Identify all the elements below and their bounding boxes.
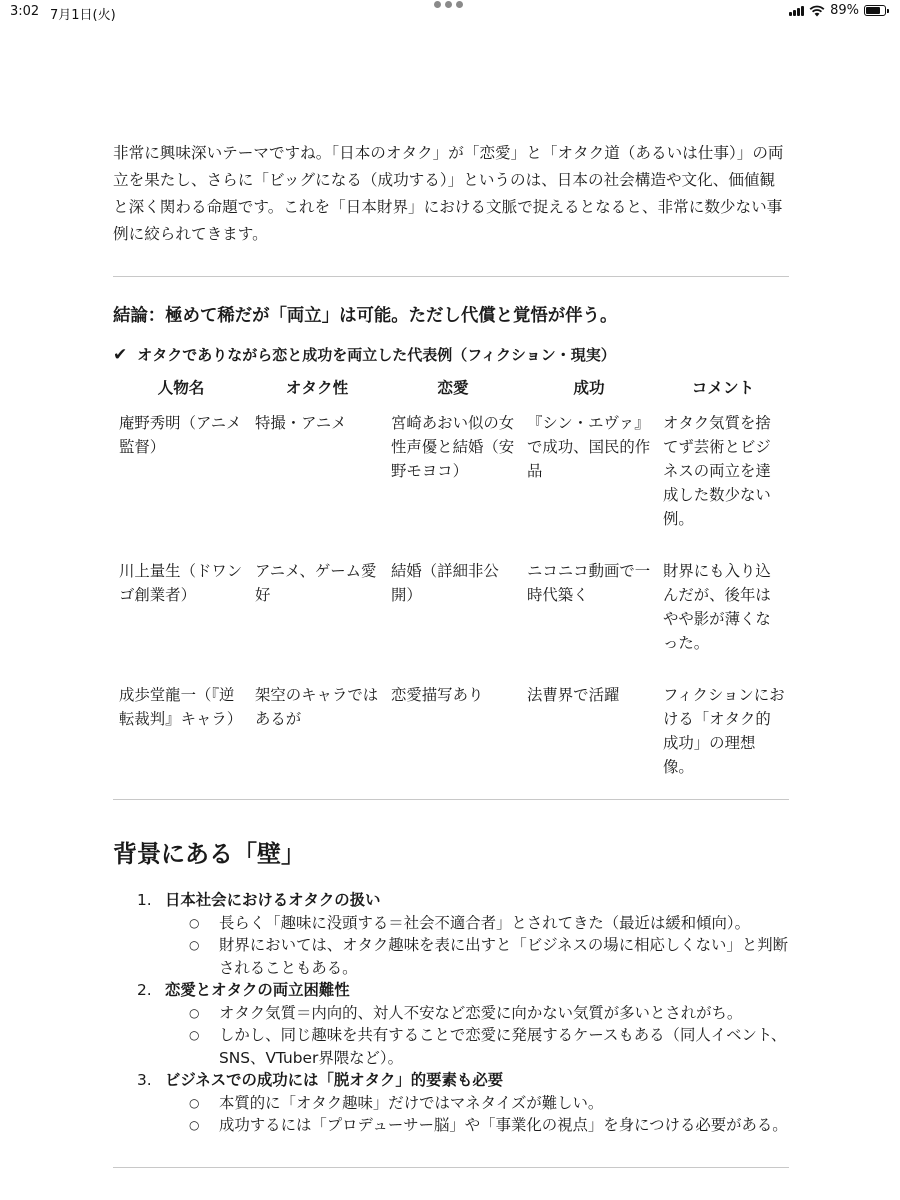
wall-sublist [165,1002,789,1070]
multitasking-dots-icon[interactable] [434,1,463,8]
wall-item-title: 日本社会におけるオタクの扱い [165,891,381,909]
wall-item [137,1069,789,1137]
table-cell: 『シン・エヴァ』で成功、国民的作品 [527,414,651,480]
intro-paragraph: 非常に興味深いテーマですね。「日本のオタク」が「恋愛」と「オタク道（あるいは仕事）」の両立を果たし、さらに「ビッグになる（成功する）」というのは、日本の社会構造や文化、価値観と深く関わる命題です。これを「日本財界」における文脈で捉えるとなると、非常に数少ない事例に絞られてきます。 [113,144,784,243]
wall-bullet [165,1114,789,1137]
checkmark-icon: ✔ [113,344,128,365]
table-row [113,675,789,799]
status-bar [0,0,900,26]
battery-level [866,7,880,14]
table-cell: 庵野秀明（アニメ監督） [119,414,242,456]
wall-item-number: 3. [137,1071,152,1089]
conclusion-heading: 結論：極めて稀だが「両立」は可能。ただし代償と覚悟が伴う。 [113,306,618,326]
table-cell: フィクションにおける「オタク的成功」の理想像。 [663,686,785,776]
wall-bullet-text: 本質的に「オタク趣味」だけではマネタイズが難しい。 [219,1093,604,1112]
wall-bullet-text: オタク気質＝内向的、対人不安など恋愛に向かない気質が多いとされがち。 [219,1003,743,1022]
examples-label [113,344,789,365]
table-header: 人物名 [157,379,205,397]
wall-item-title: ビジネスでの成功には「脱オタク」的要素も必要 [165,1071,504,1089]
table-cell: 川上量生（ドワンゴ創業者） [119,562,243,604]
walls-list [113,889,789,1137]
circle-bullet-icon: ○ [189,915,200,930]
wall-bullet-text: 財界においては、オタク趣味を表に出すと「ビジネスの場に相応しくない」と判断されることもある。 [219,936,788,977]
table-cell: 法曹界で活躍 [527,686,620,704]
wall-bullet [165,912,789,935]
wifi-icon [809,5,825,17]
table-cell: アニメ、ゲーム愛好 [255,562,377,604]
table-cell: 架空のキャラではあるが [255,686,379,728]
wall-bullet [165,934,789,979]
representatives-table [113,371,789,799]
table-cell: ニコニコ動画で一時代築く [527,562,651,604]
table-row [113,551,789,675]
circle-bullet-icon: ○ [189,1095,200,1110]
document-content [113,140,789,1168]
table-header: コメント [691,379,755,397]
wall-item-title: 恋愛とオタクの両立困難性 [165,981,350,999]
circle-bullet-icon: ○ [189,1005,200,1020]
table-cell: 財界にも入り込んだが、後年はやや影が薄くなった。 [663,562,771,652]
examples-label-text: オタクでありながら恋と成功を両立した代表例（フィクション・現実） [137,346,616,364]
table-header: 成功 [573,379,605,397]
table-cell: 宮崎あおい似の女性声優と結婚（安野モヨコ） [391,414,515,480]
wall-sublist [165,1092,789,1137]
wall-item-number: 1. [137,891,152,909]
table-cell: オタク気質を捨てず芸術とビジネスの両立を達成した数少ない例。 [663,414,771,528]
circle-bullet-icon: ○ [189,1028,200,1042]
status-time: 3:02 [10,4,40,19]
battery-icon [864,5,886,16]
cellular-signal-icon [789,5,804,16]
circle-bullet-icon: ○ [189,1118,200,1132]
walls-heading: 背景にある「壁」 [113,840,305,868]
circle-bullet-icon: ○ [189,938,200,952]
status-date: 7月1日(火) [50,8,116,23]
table-header: 恋愛 [437,379,469,397]
divider [113,799,789,800]
wall-bullet [165,1024,789,1069]
table-cell: 恋愛描写あり [391,686,484,704]
table-header-row [113,371,789,403]
status-indicators [789,3,886,18]
wall-bullet [165,1002,789,1025]
wall-item [137,889,789,979]
wall-sublist [165,912,789,980]
wall-item-number: 2. [137,981,152,999]
table-header: オタク性 [285,379,349,397]
wall-bullet-text: 長らく「趣味に没頭する＝社会不適合者」とされてきた（最近は緩和傾向）。 [219,913,750,932]
divider [113,276,789,277]
wall-bullet-text: 成功するには「プロデューサー脳」や「事業化の視点」を身につける必要がある。 [219,1116,788,1134]
wall-item [137,979,789,1069]
wall-bullet-text: しかし、同じ趣味を共有することで恋愛に発展するケースもある（同人イベント、SNS、VTuber界隈など）。 [219,1026,787,1067]
wall-bullet [165,1092,789,1115]
table-row [113,403,789,551]
table-cell: 結婚（詳細非公開） [391,562,499,604]
divider [113,1167,789,1168]
battery-percent: 89% [830,3,859,18]
table-cell: 特撮・アニメ [255,414,347,432]
table-cell: 成歩堂龍一（『逆転裁判』キャラ） [119,686,243,728]
